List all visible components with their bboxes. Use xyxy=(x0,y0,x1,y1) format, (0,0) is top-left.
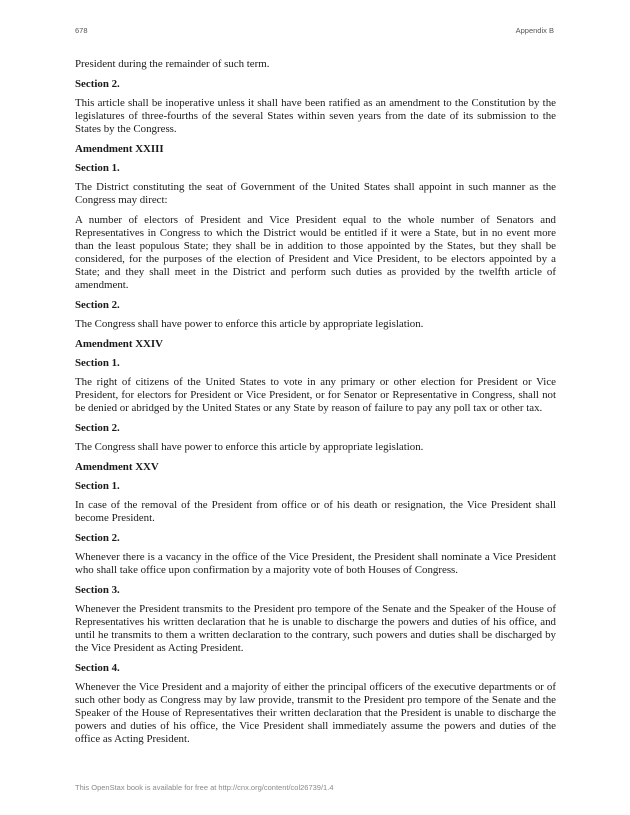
section-heading: Section 1. xyxy=(75,357,120,369)
paragraph: In case of the removal of the President from office or of his death or resignation, the Vice President shall become President. xyxy=(75,499,556,524)
section-heading: Section 2. xyxy=(75,299,120,311)
paragraph: Whenever there is a vacancy in the office of the Vice President, the President shall nominate a Vice President who shall take office upon confirmation by a majority vote of both Houses of Congress. xyxy=(75,551,556,576)
paragraph: Whenever the Vice President and a majority of either the principal officers of the executive departments or of such other body as Congress may by law provide, transmit to the President pro tempore of the Senate and the Speaker of the House of Representatives their written declaration that the President is unable to discharge the powers and duties of his office, the Vice President shall immediately assume the powers and duties of the office as Acting President. xyxy=(75,681,556,745)
paragraph: The Congress shall have power to enforce this article by appropriate legislation. xyxy=(75,441,424,453)
amendment-heading: Amendment XXIII xyxy=(75,143,164,155)
running-title: Appendix B xyxy=(515,26,554,35)
section-heading: Section 4. xyxy=(75,662,120,674)
section-heading: Section 3. xyxy=(75,584,120,596)
paragraph: This article shall be inoperative unless it shall have been ratified as an amendment to the Constitution by the legislatures of three-fourths of the several States within seven years from the date of its submission to the States by the Congress. xyxy=(75,97,556,135)
page-number: 678 xyxy=(75,26,88,35)
page-body xyxy=(75,58,556,753)
section-heading: Section 2. xyxy=(75,78,120,90)
amendment-heading: Amendment XXV xyxy=(75,461,159,473)
footer-note: This OpenStax book is available for free at http://cnx.org/content/col26739/1.4 xyxy=(75,783,334,792)
paragraph: Whenever the President transmits to the President pro tempore of the Senate and the Speaker of the House of Representatives his written declaration that he is unable to discharge the powers and duties of his office, and until he transmits to them a written declaration to the contrary, such powers and duties shall be discharged by the Vice President as Acting President. xyxy=(75,603,556,654)
paragraph: The right of citizens of the United States to vote in any primary or other election for President or Vice President, for electors for President or Vice President, or for Senator or Representative in Congress, shall not be denied or abridged by the United States or any State by reason of failure to pay any poll tax or other tax. xyxy=(75,376,556,414)
section-heading: Section 1. xyxy=(75,162,120,174)
paragraph: The District constituting the seat of Government of the United States shall appoint in such manner as the Congress may direct: xyxy=(75,181,556,206)
section-heading: Section 1. xyxy=(75,480,120,492)
paragraph: The Congress shall have power to enforce this article by appropriate legislation. xyxy=(75,318,424,330)
paragraph: A number of electors of President and Vice President equal to the whole number of Senators and Representatives in Congress to which the District would be entitled if it were a State, but in no event more than the least populous State; they shall be in addition to those appointed by the States, but they shall be considered, for the purposes of the election of President and Vice President, to be electors appointed by a State; and they shall meet in the District and perform such duties as provided by the twelfth article of amendment. xyxy=(75,214,556,291)
running-head xyxy=(75,26,554,38)
section-heading: Section 2. xyxy=(75,422,120,434)
section-heading: Section 2. xyxy=(75,532,120,544)
amendment-heading: Amendment XXIV xyxy=(75,338,164,350)
paragraph: President during the remainder of such term. xyxy=(75,58,270,70)
